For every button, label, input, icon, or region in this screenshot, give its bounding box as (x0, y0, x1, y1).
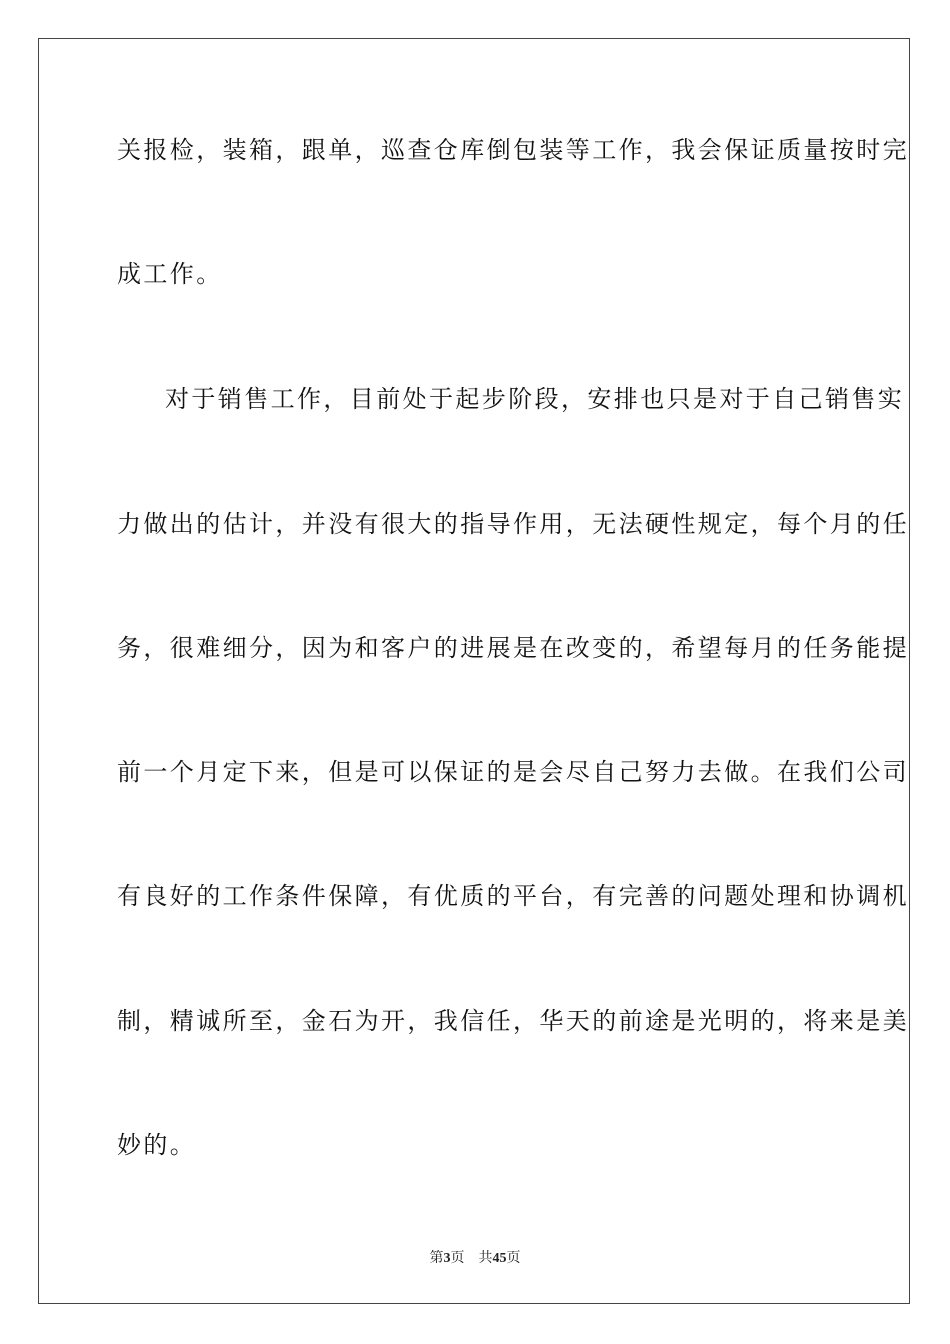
page-suffix: 页 (450, 1251, 465, 1266)
page-number: 3 (443, 1251, 451, 1266)
body-line-4: 力做出的估计，并没有很大的指导作用，无法硬性规定，每个月的任 (117, 510, 909, 538)
body-line-8: 制，精诚所至，金石为开，我信任，华天的前途是光明的，将来是美 (117, 1007, 909, 1035)
body-line-1: 关报检，装箱，跟单，巡查仓库倒包装等工作，我会保证质量按时完 (117, 136, 909, 164)
total-pages: 45 (492, 1251, 507, 1266)
page-border (38, 38, 910, 1304)
page-prefix: 第 (429, 1251, 444, 1266)
body-line-3: 对于销售工作，目前处于起步阶段，安排也只是对于自己销售实 (165, 385, 905, 413)
body-line-6: 前一个月定下来，但是可以保证的是会尽自己努力去做。在我们公司 (117, 758, 909, 786)
body-line-5: 务，很难细分，因为和客户的进展是在改变的，希望每月的任务能提 (117, 634, 909, 662)
body-line-7: 有良好的工作条件保障，有优质的平台，有完善的问题处理和协调机 (117, 882, 909, 910)
body-line-9: 妙的。 (117, 1131, 197, 1159)
body-line-2: 成工作。 (117, 260, 223, 288)
page-footer (0, 1247, 950, 1267)
total-suffix: 页 (506, 1251, 521, 1266)
total-prefix: 共 (478, 1251, 493, 1266)
